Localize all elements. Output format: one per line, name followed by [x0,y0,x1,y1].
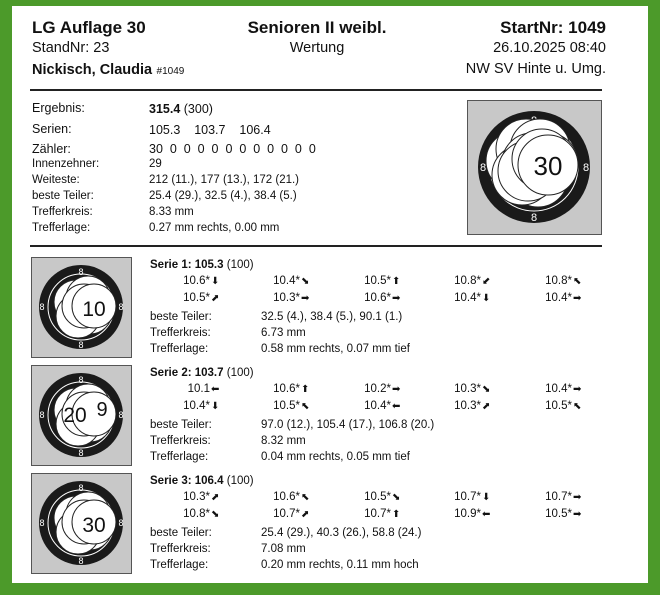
inner-tens-label: Innenzehner: [32,158,100,170]
shot-direction-icon: ⬉ [573,401,582,412]
shot-direction-icon: ⬊ [211,509,220,520]
shot-score: 10.4* [545,292,572,304]
shot-value [530,491,584,503]
shot-value [439,400,493,412]
shot-value [439,275,493,287]
date-time: 26.10.2025 08:40 [493,40,606,56]
shot-score: 10.3* [454,400,481,412]
shot-direction-icon: ⬅ [392,401,401,412]
shot-direction-icon: ⬉ [301,492,310,503]
shot-value [349,275,403,287]
shot-direction-icon: ⬆ [392,509,401,520]
start-number: StartNr: 1049 [500,18,606,37]
ring-label-top: 8 [78,375,84,385]
shot-direction-icon: ⬅ [482,509,491,520]
shot-value [258,292,312,304]
shot-score: 10.7* [273,508,300,520]
series-value-2: 103.7 [194,123,226,137]
hit-position-value: 0.04 mm rechts, 0.05 mm tief [261,451,410,463]
ring-label-top: 8 [78,267,84,277]
ring-label-bottom: 8 [78,340,84,350]
ring-label-right: 8 [582,162,590,174]
shot-direction-icon: ➡ [573,293,582,304]
hit-position-value: 0.27 mm rechts, 0.00 mm [149,222,280,234]
main-target-count: 30 [533,151,563,181]
shot-direction-icon: ⬅ [211,384,220,395]
shot-score: 10.8* [545,275,572,287]
shot-score: 10.4* [454,292,481,304]
shooter-name-block [32,61,184,79]
shot-direction-icon: ⬈ [482,401,491,412]
series-value-1: 105.3 [149,123,181,137]
ring-label-left: 8 [39,410,45,420]
hit-position-label: Trefferlage: [150,559,209,571]
ring-label-top: 8 [78,483,84,493]
shot-score: 10.8* [454,275,481,287]
result-sheet [12,6,648,583]
best-divisor-value: 32.5 (4.), 38.4 (5.), 90.1 (1.) [261,311,403,323]
shot-value [349,508,403,520]
shot-direction-icon: ⬋ [482,276,491,287]
shot-score: 10.4* [273,275,300,287]
series-target-image [31,365,132,466]
shot-direction-icon: ⬊ [482,384,491,395]
series-title-value: Serie 3: 106.4 [150,475,224,487]
ring-label-left: 8 [39,518,45,528]
shot-value [530,292,584,304]
shot-value [439,383,493,395]
series-title [150,367,254,379]
shot-value [258,400,312,412]
shot-value [168,400,222,412]
shot-value [168,491,222,503]
shot-value [439,292,493,304]
shot-direction-icon: ➡ [573,509,582,520]
ring-label-right: 8 [118,410,124,420]
series-title [150,475,254,487]
result-value-block [149,102,213,116]
shot-score: 10.4* [545,383,572,395]
shot-direction-icon: ➡ [573,384,582,395]
shot-direction-icon: ⬉ [301,401,310,412]
shot-score: 10.6* [183,275,210,287]
best-divisor-label: beste Teiler: [150,527,212,539]
shot-value [530,383,584,395]
shot-value [258,383,312,395]
shot-direction-icon: ⬈ [301,509,310,520]
shot-value [168,383,222,395]
shot-score: 10.5* [545,400,572,412]
series-title-extra: (100) [226,367,254,379]
shot-value [258,275,312,287]
shot-value [530,400,584,412]
series-value-3: 106.4 [239,123,271,137]
widest-value: 212 (11.), 177 (13.), 172 (21.) [149,174,300,186]
shot-score: 10.5* [183,292,210,304]
shooter-name: Nickisch, Claudia [32,62,153,78]
shot-direction-icon: ⬉ [573,276,582,287]
shot-value [168,292,222,304]
hit-circle-label: Trefferkreis: [150,435,211,447]
shot-score: 10.2* [364,383,391,395]
summary-divider [30,245,602,247]
shot-direction-icon: ⬊ [301,276,310,287]
shot-score: 10.4* [364,400,391,412]
shooter-id: #1049 [156,66,185,77]
counter-label: Zähler: [32,142,71,156]
best-divisor-value: 25.4 (29.), 40.3 (26.), 58.8 (24.) [261,527,422,539]
hit-position-value: 0.58 mm rechts, 0.07 mm tief [261,343,410,355]
ring-label-bottom: 8 [530,212,538,224]
ring-label-bottom: 8 [78,556,84,566]
best-divisor-label: beste Teiler: [150,311,212,323]
shot-score: 10.9* [454,508,481,520]
shot-score: 10.4* [183,400,210,412]
shot-direction-icon: ➡ [573,492,582,503]
shot-score: 10.3* [273,292,300,304]
shot-value [530,275,584,287]
best-divisor-value: 97.0 (12.), 105.4 (17.), 106.8 (20.) [261,419,435,431]
stand-number: StandNr: 23 [32,40,110,56]
series-title [150,259,254,271]
shot-value [439,491,493,503]
result-label: Ergebnis: [32,101,85,115]
series-target-count: 20 [63,404,87,427]
series-title-value: Serie 1: 105.3 [150,259,224,271]
shot-direction-icon: ➡ [392,293,401,304]
hit-circle-value: 8.33 mm [149,206,194,218]
shot-direction-icon: ⬆ [301,384,310,395]
ring-label-right: 8 [118,518,124,528]
series-target-count: 10 [82,298,106,321]
ring-label-bottom: 8 [78,448,84,458]
shot-value [530,508,584,520]
shot-value [439,508,493,520]
series-target-image [31,257,132,358]
series-values [149,123,271,137]
series-title-extra: (100) [226,259,254,271]
shot-direction-icon: ⬇ [211,401,220,412]
shot-score: 10.7* [454,491,481,503]
hit-position-label: Trefferlage: [150,451,209,463]
series-target-extra: 9 [96,399,108,421]
hit-position-label: Trefferlage: [32,222,91,234]
shot-score: 10.7* [364,508,391,520]
best-divisor-value: 25.4 (29.), 32.5 (4.), 38.4 (5.) [149,190,297,202]
shot-direction-icon: ➡ [301,293,310,304]
hit-circle-label: Trefferkreis: [150,327,211,339]
shot-score: 10.1 [187,383,210,395]
shot-value [349,491,403,503]
shot-score: 10.5* [545,508,572,520]
shot-direction-icon: ⬆ [392,276,401,287]
counter-values: 30 0 0 0 0 0 0 0 0 0 0 0 [149,142,316,156]
shot-direction-icon: ⬇ [482,293,491,304]
hit-position-value: 0.20 mm rechts, 0.11 mm hoch [261,559,419,571]
shot-score: 10.5* [364,491,391,503]
shot-value [349,383,403,395]
shot-direction-icon: ⬈ [211,492,220,503]
series-title-extra: (100) [226,475,254,487]
series-target-image [31,473,132,574]
result-value: 315.4 [149,102,181,116]
ring-label-left: 8 [479,162,487,174]
club-name: NW SV Hinte u. Umg. [465,61,606,77]
best-divisor-label: beste Teiler: [150,419,212,431]
shot-score: 10.3* [183,491,210,503]
shot-value [168,275,222,287]
shot-score: 10.6* [364,292,391,304]
shot-direction-icon: ⬈ [211,293,220,304]
shot-score: 10.5* [364,275,391,287]
ring-label-right: 8 [118,302,124,312]
shot-direction-icon: ⬇ [211,276,220,287]
shot-value [258,491,312,503]
hit-position-label: Trefferlage: [150,343,209,355]
header-divider [30,89,602,91]
series-title-value: Serie 2: 103.7 [150,367,224,379]
shot-score: 10.8* [183,508,210,520]
best-divisor-label: beste Teiler: [32,190,94,202]
shot-value [349,400,403,412]
class-title: Senioren II weibl. [247,18,387,37]
inner-tens-value: 29 [149,158,162,170]
result-extra: (300) [183,102,213,116]
shot-value [349,292,403,304]
hit-circle-value: 6.73 mm [261,327,306,339]
hit-circle-label: Trefferkreis: [32,206,93,218]
shot-score: 10.3* [454,383,481,395]
series-target-count: 30 [82,514,106,537]
hit-circle-label: Trefferkreis: [150,543,211,555]
widest-label: Weiteste: [32,174,80,186]
evaluation-type: Wertung [289,40,345,56]
series-label: Serien: [32,122,72,136]
shot-score: 10.5* [273,400,300,412]
discipline-title: LG Auflage 30 [32,18,146,37]
ring-label-left: 8 [39,302,45,312]
shot-direction-icon: ⬇ [482,492,491,503]
shot-direction-icon: ➡ [392,384,401,395]
shot-value [168,508,222,520]
shot-score: 10.6* [273,383,300,395]
shot-score: 10.7* [545,491,572,503]
main-target-image [467,100,602,235]
shot-value [258,508,312,520]
shot-score: 10.6* [273,491,300,503]
hit-circle-value: 7.08 mm [261,543,306,555]
shot-direction-icon: ⬊ [392,492,401,503]
hit-circle-value: 8.32 mm [261,435,306,447]
